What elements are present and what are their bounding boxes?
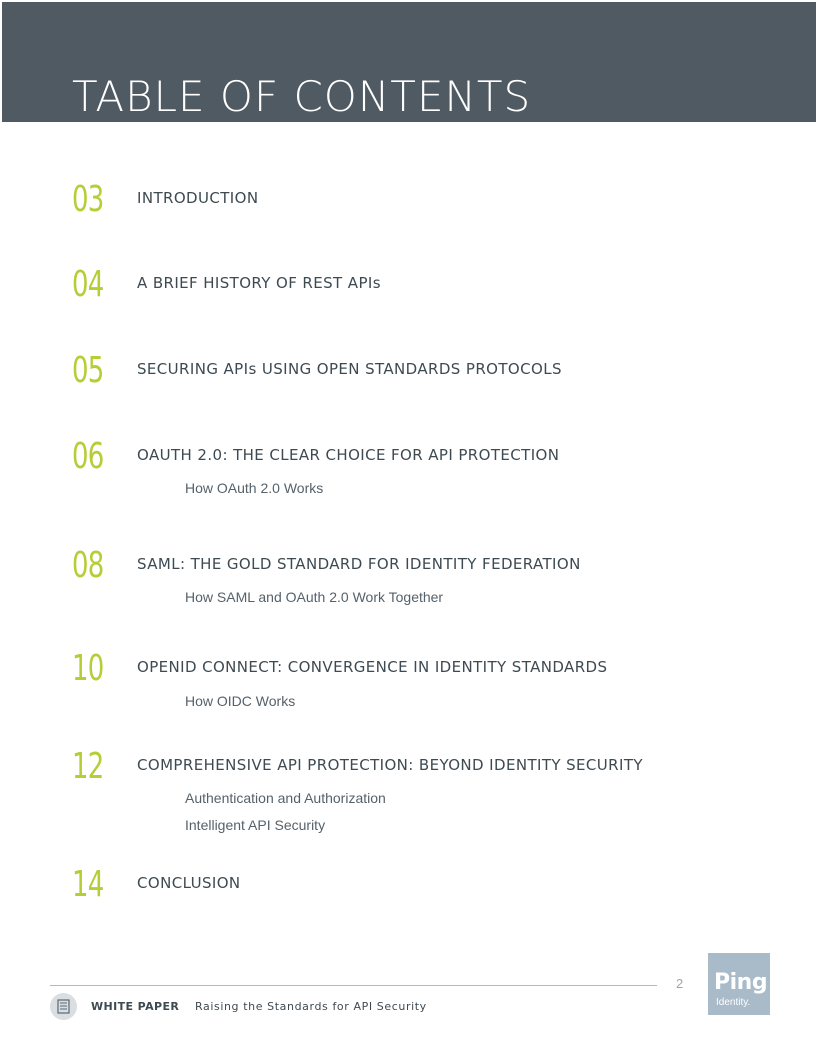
toc-title: CONCLUSION	[137, 874, 241, 892]
toc-page-number: 08	[72, 545, 104, 586]
toc-subsection[interactable]: How OIDC Works	[185, 693, 296, 709]
logo-tagline: Identity.	[716, 997, 751, 1008]
toc-subsection[interactable]: Authentication and Authorization	[185, 790, 386, 806]
document-icon	[50, 993, 77, 1020]
footer-divider	[50, 985, 657, 986]
footer-subtitle: Raising the Standards for API Security	[195, 1000, 427, 1013]
toc-page-number: 04	[72, 264, 104, 305]
footer-label: WHITE PAPER	[91, 1000, 180, 1013]
toc-title: COMPREHENSIVE API PROTECTION: BEYOND IDENTITY SECURITY	[137, 756, 643, 774]
toc-subsection[interactable]: How SAML and OAuth 2.0 Work Together	[185, 589, 444, 605]
toc-title: A BRIEF HISTORY OF REST APIs	[137, 274, 381, 292]
toc-page-number: 14	[72, 864, 104, 905]
logo-wordmark: Ping	[714, 970, 768, 995]
page-title: TABLE OF CONTENTS	[72, 72, 532, 121]
toc-title: SECURING APIs USING OPEN STANDARDS PROTOCOLS	[137, 360, 562, 378]
toc-title: OPENID CONNECT: CONVERGENCE IN IDENTITY STANDARDS	[137, 658, 608, 676]
toc-subsection[interactable]: How OAuth 2.0 Works	[185, 480, 324, 496]
toc-title: OAUTH 2.0: THE CLEAR CHOICE FOR API PROTECTION	[137, 446, 560, 464]
toc-subsection[interactable]: Intelligent API Security	[185, 817, 326, 833]
toc-page-number: 12	[72, 746, 104, 787]
toc-page-number: 06	[72, 436, 104, 477]
toc-page-number: 05	[72, 350, 104, 391]
toc-page-number: 03	[72, 179, 104, 220]
toc-title: INTRODUCTION	[137, 189, 259, 207]
page-number: 2	[676, 976, 684, 991]
toc-page-number: 10	[72, 648, 104, 689]
ping-identity-logo	[708, 953, 770, 1015]
toc-title: SAML: THE GOLD STANDARD FOR IDENTITY FEDERATION	[137, 555, 581, 573]
header-band	[2, 2, 816, 122]
